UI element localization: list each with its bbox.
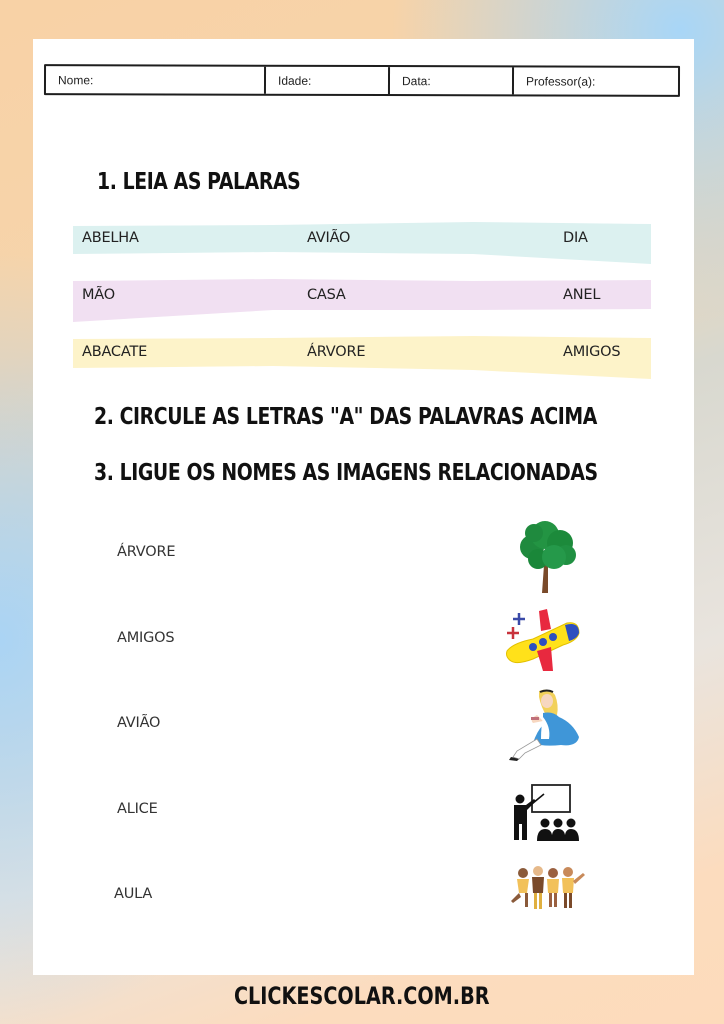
word-row-3	[73, 336, 651, 368]
teacher-label: Professor(a):	[525, 73, 596, 89]
date-field[interactable]	[390, 67, 514, 94]
name-label: Nome:	[57, 72, 94, 87]
word: ANEL	[563, 287, 601, 303]
section2-title: 2. CIRCULE AS LETRAS "A" DAS PALAVRAS ACIMA	[94, 404, 597, 430]
word: AVIÃO	[307, 230, 351, 246]
match-word-amigos[interactable]: AMIGOS	[117, 630, 175, 646]
word: MÃO	[82, 287, 115, 303]
word-row-1	[73, 222, 651, 254]
airplane-icon[interactable]	[503, 607, 581, 673]
site-url[interactable]: CLICKESCOLAR.COM.BR	[234, 982, 490, 1010]
match-word-aviao[interactable]: AVIÃO	[117, 715, 161, 731]
section3-title: 3. LIGUE OS NOMES AS IMAGENS RELACIONADAS	[94, 460, 598, 486]
age-label: Idade:	[277, 73, 312, 88]
match-word-arvore[interactable]: ÁRVORE	[117, 544, 176, 560]
age-field[interactable]	[266, 67, 390, 94]
match-word-alice[interactable]: ALICE	[117, 801, 158, 817]
student-info-table	[44, 64, 680, 97]
classroom-icon[interactable]	[511, 783, 581, 843]
word: ÁRVORE	[307, 344, 366, 360]
tree-icon[interactable]	[510, 517, 580, 595]
date-label: Data:	[401, 73, 431, 88]
name-field[interactable]	[46, 66, 266, 94]
word-row-2	[73, 279, 651, 311]
friends-icon[interactable]	[507, 865, 589, 911]
word: AMIGOS	[563, 344, 621, 360]
worksheet-page	[33, 39, 694, 975]
alice-icon[interactable]	[507, 687, 583, 761]
section1-title: 1. LEIA AS PALARAS	[97, 169, 301, 195]
word: ABELHA	[82, 230, 139, 246]
match-word-aula[interactable]: AULA	[114, 886, 153, 902]
site-footer	[0, 982, 724, 1010]
teacher-field[interactable]	[514, 67, 678, 94]
word: CASA	[307, 287, 346, 303]
word: ABACATE	[82, 344, 148, 360]
word: DIA	[563, 230, 588, 246]
